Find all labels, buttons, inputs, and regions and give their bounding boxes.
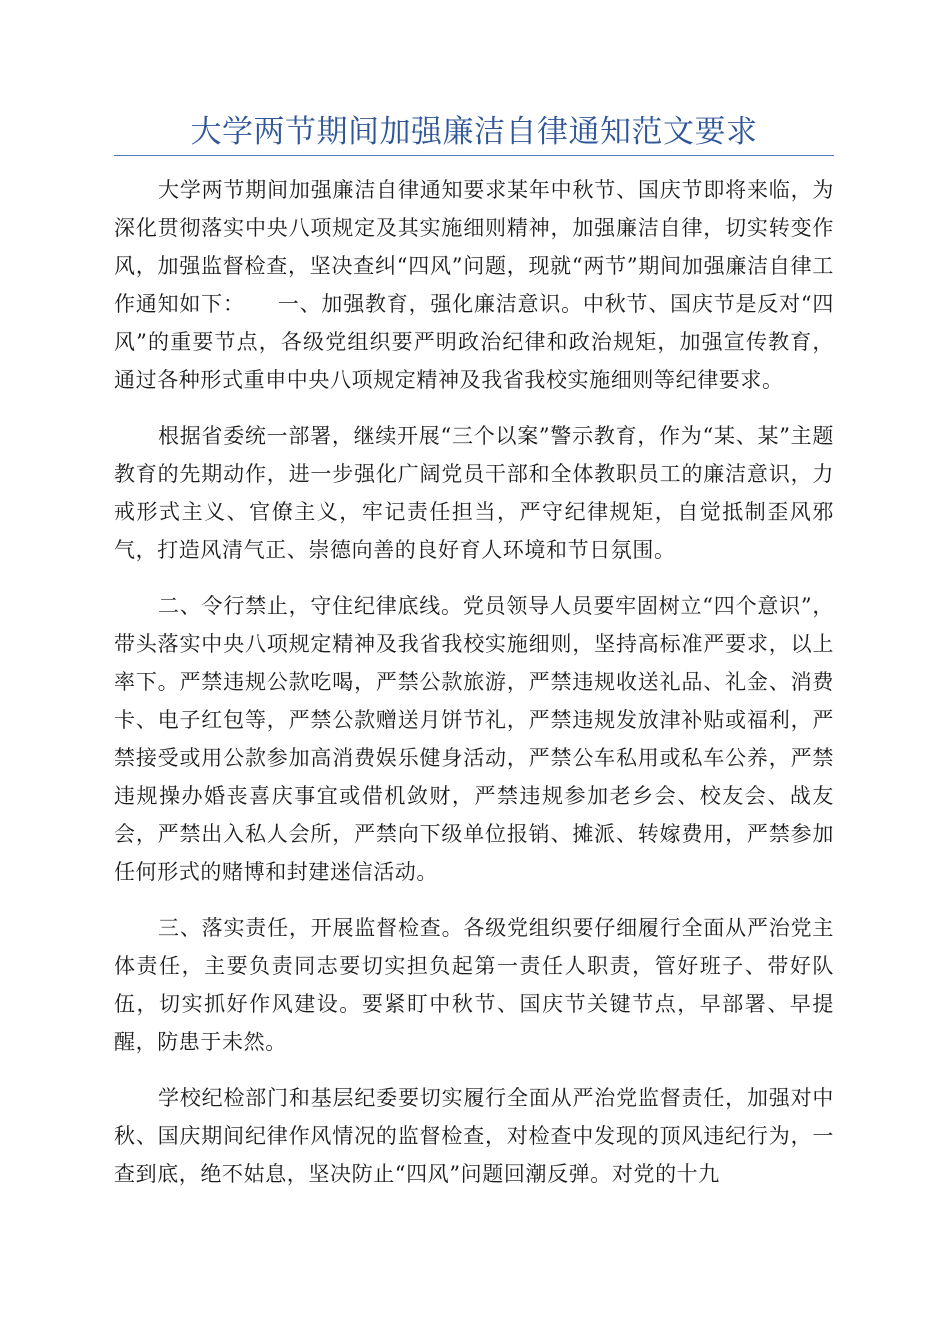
title-underline-divider <box>114 155 834 156</box>
document-body <box>114 171 834 1211</box>
paragraph-5: 学校纪检部门和基层纪委要切实履行全面从严治党监督责任，加强对中秋、国庆期间纪律作风情况的监督检查，对检查中发现的顶风违纪行为，一查到底，绝不姑息，坚决防止“四风”问题回潮反弹。对党的十九 <box>114 1086 834 1186</box>
paragraph-4: 三、落实责任，开展监督检查。各级党组织要仔细履行全面从严治党主体责任，主要负责同志要切实担负起第一责任人职责，管好班子、带好队伍，切实抓好作风建设。要紧盯中秋节、国庆节关键节点，早部署、早提醒，防患于未然。 <box>114 916 834 1054</box>
paragraph-1: 大学两节期间加强廉洁自律通知要求某年中秋节、国庆节即将来临，为深化贯彻落实中央八项规定及其实施细则精神，加强廉洁自律，切实转变作风，加强监督检查，坚决查纠“四风”问题，现就“两节”期间加强廉洁自律工作通知如下： 一、加强教育，强化廉洁意识。中秋节、国庆节是反对“四风”的重要节点，各级党组织要严明政治纪律和政治规矩，加强宣传教育，通过各种形式重申中央八项规定精神及我省我校实施细则等纪律要求。 <box>114 178 834 392</box>
paragraph-3: 二、令行禁止，守住纪律底线。党员领导人员要牢固树立“四个意识”，带头落实中央八项规定精神及我省我校实施细则，坚持高标准严要求，以上率下。严禁违规公款吃喝，严禁公款旅游，严禁违规收送礼品、礼金、消费卡、电子红包等，严禁公款赠送月饼节礼，严禁违规发放津补贴或福利，严禁接受或用公款参加高消费娱乐健身活动，严禁公车私用或私车公养，严禁违规操办婚丧喜庆事宜或借机敛财，严禁违规参加老乡会、校友会、战友会，严禁出入私人会所，严禁向下级单位报销、摊派、转嫁费用，严禁参加任何形式的赌博和封建迷信活动。 <box>114 594 834 884</box>
document-title: 大学两节期间加强廉洁自律通知范文要求 <box>190 114 758 150</box>
paragraph-2: 根据省委统一部署，继续开展“三个以案”警示教育，作为“某、某”主题教育的先期动作，进一步强化广阔党员干部和全体教职员工的廉洁意识，力戒形式主义、官僚主义，牢记责任担当，严守纪律规矩，自觉抵制歪风邪气，打造风清气正、崇德向善的良好育人环境和节日氛围。 <box>114 424 834 562</box>
